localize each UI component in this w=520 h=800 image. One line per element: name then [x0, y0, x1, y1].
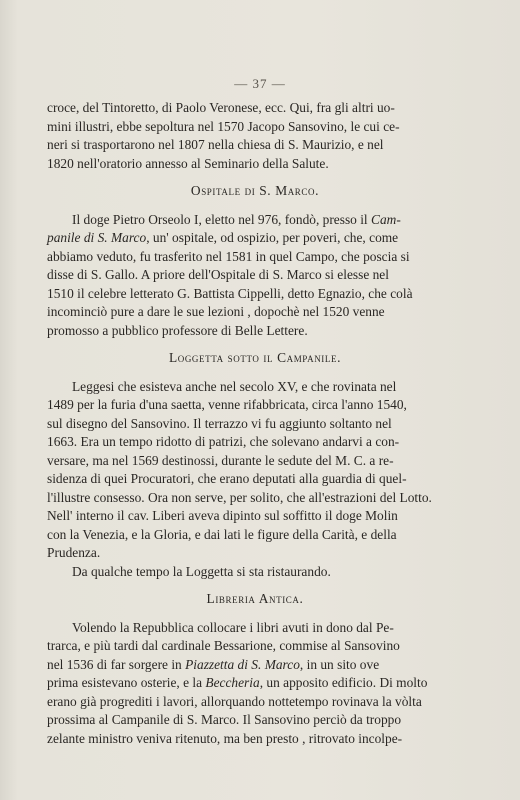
paragraph: Da qualche tempo la Loggetta si sta ristaurando.: [72, 563, 331, 579]
section-heading: Ospitale di S. Marco.: [190, 183, 320, 198]
paragraph: Leggesi che esisteva anche nel secolo XV, e che rovinata nel 1489 per la furia d'una saetta, venne rifabbricata, circa l'anno 1540, sul disegno del Sansovino. Il terrazzo vi fu aggiunto soltanto nel 1663. Era un tempo ridotto di patrizi, che solevano andarvi a con- versare, ma nel 1569 destinossi, durante le sedute del M. C. a re- sidenza di quei Procuratori, che erano deputati alla guardia di quel- l'illustre consesso. Ora non serve, per solito, che all'estrazioni del Lotto. Nell' interno il cav. Liberi aveva dipinto sul soffitto il doge Molin con la Venezia, e la Gloria, e dai lati le figure della Carità, e della Prudenza.: [47, 378, 432, 560]
page-number: — 37 —: [234, 76, 286, 91]
section-heading: Loggetta sotto il Campanile.: [168, 350, 342, 365]
paragraph: Volendo la Repubblica collocare i libri avuti in dono dal Pe- trarca, e più tardi dal cardinale Bessarione, commise al Sansovino nel 1536 di far sorgere in Piazzetta di S. Marco, in un sito ove prima esistevano osterie, e la Beccheria, un apposito edificio. Di molto erano già progrediti i lavori, allorquando nottetempo rovinava la vòlta prossima al Campanile di S. Marco. Il Sansovino perciò da troppo zelante ministro veniva ritenuto, ma ben presto , ritrovato incolpe-: [47, 619, 428, 746]
section-heading: Libreria Antica.: [206, 591, 304, 606]
paragraph: croce, del Tintoretto, di Paolo Veronese, ecc. Qui, fra gli altri uo- mini illustri, ebbe sepoltura nel 1570 Jacopo Sansovino, le cui ce- neri si trasportarono nel 1807 nella chiesa di S. Maurizio, e nel 1820 nell'oratorio annesso al Seminario della Salute.: [47, 100, 400, 171]
page-text: [47, 99, 463, 748]
paragraph: Il doge Pietro Orseolo I, eletto nel 976, fondò, presso il Cam- panile di S. Marco, un' ospitale, od ospizio, per poveri, che, come abbiamo veduto, fu trasferito nel 1581 in quel Campo, che poscia si disse di S. Gallo. A priore dell'Ospitale di S. Marco si elesse nel 1510 il celebre letterato G. Battista Cippelli, detto Egnazio, che colà incominciò pure a dare le sue lezioni , dopochè nel 1520 venne promosso a pubblico professore di Belle Lettere.: [47, 211, 413, 338]
